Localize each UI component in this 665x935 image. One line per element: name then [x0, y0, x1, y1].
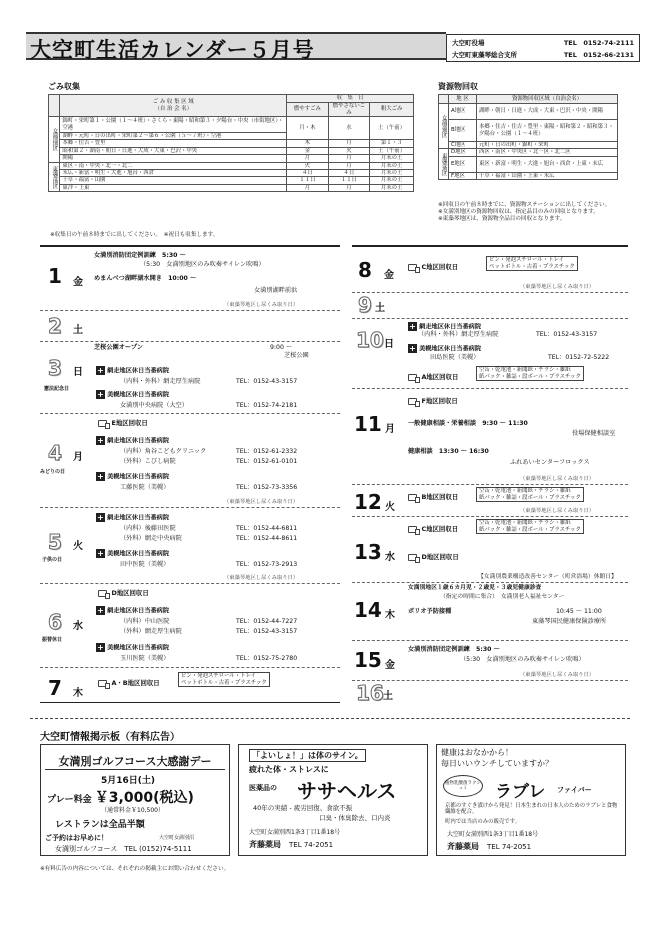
group-label: 女満別地区: [439, 104, 449, 149]
collect-day: [98, 418, 148, 427]
item-box: [486, 256, 578, 271]
hospital-tel: TEL：0152-72-5222: [548, 354, 610, 361]
contact-name: 大空町役場: [452, 39, 485, 47]
ad-price: ￥3,000(税込): [94, 790, 194, 806]
area-cell: A地区: [449, 104, 477, 120]
day-number: 15: [354, 648, 382, 672]
item-line: ペットボトル・古着・プラスチック: [181, 679, 267, 686]
ad-labre: [436, 744, 626, 856]
resource-table: [438, 94, 618, 180]
divider: [352, 516, 628, 517]
ad-brand: ラブレ: [495, 782, 546, 802]
item-line: 紙パック・雑誌・段ボール・プラスチック: [479, 494, 581, 501]
area-cell: 末広・新富・明生・大進・旭台・西倉: [60, 170, 287, 177]
collect-day: [408, 492, 458, 501]
event: めまんべつ湖畔湖水開き 10:00 ～: [94, 275, 197, 282]
event: 東藻琴国民健康保険診療所: [532, 618, 607, 625]
event: 女満別消防団定例訓練 5:30 ～: [94, 252, 186, 259]
hospital-title: 美幌地区休日当番病院: [419, 345, 482, 353]
area-cell: 湖畔・元町・日の出町・栄町第２～第６・公園（５～７班）・空港: [60, 133, 287, 140]
divider: [352, 318, 628, 319]
area-cell: C地区: [449, 142, 477, 149]
ad-reserve: ご予約はお早めに！: [45, 834, 108, 842]
event: ふれあいセンターフロックス: [510, 459, 590, 466]
board-footer: ※有料広告の内容については、それぞれの掲載主にお問い合わせください。: [40, 866, 230, 872]
divider: [40, 341, 340, 342]
hospital-label: [96, 366, 169, 376]
item-box: [476, 519, 584, 534]
event: （5:30 女満別地区のみ吹奏サイレン吹鳴）: [460, 656, 585, 663]
collect-area: C地区回収日: [421, 263, 459, 271]
hospital-title: 美幌地区休日当番病院: [107, 550, 170, 558]
hospital-tel: TEL：0152-61-2332: [236, 448, 298, 455]
item-line: 空缶・乾電池・新聞紙・チラシ・雑紙: [479, 488, 571, 494]
col-burn: 燃やすごみ: [287, 103, 329, 117]
collect-day: [408, 262, 458, 271]
hospital-icon: +: [409, 344, 416, 353]
large-cell: 土（午前）: [370, 117, 414, 140]
area-cell: B地区: [449, 120, 477, 142]
nonburn-cell: 月: [328, 140, 370, 147]
nonburn-cell: １１日: [328, 177, 370, 184]
hospital-tel: TEL：0152-74-2181: [236, 402, 298, 409]
day-number: 16: [356, 681, 384, 705]
collect-tag: （東藻琴地区し尿くみ取り日）: [520, 284, 595, 290]
nonburn-cell: 月: [328, 155, 370, 162]
holiday-label: 子供の日: [42, 557, 63, 563]
day-number: 8: [358, 258, 372, 282]
large-cell: 月末の土: [370, 170, 414, 177]
event: 芝桜公園: [284, 352, 309, 359]
ad-brand-pre: 医薬品の: [249, 784, 277, 792]
day-weekday: 火: [73, 541, 83, 552]
day-weekday: 水: [385, 552, 395, 563]
hospital-tel: TEL：0152-43-3157: [236, 628, 298, 635]
ad-price-label: プレー料金: [47, 795, 92, 805]
hospital-dept: （内科）角谷こどもクリニック: [120, 448, 207, 455]
hospital-icon: +: [97, 472, 104, 481]
burn-cell: 月・木: [287, 117, 329, 140]
collect-area: D地区回収日: [421, 553, 459, 561]
truck-icon: [408, 494, 417, 501]
day-number: 1: [48, 264, 62, 288]
burn-cell: 火: [287, 162, 329, 169]
hospital-dept: （外科）こびし病院: [120, 458, 176, 465]
item-line: 紙パック・雑誌・段ボール・プラスチック: [479, 526, 581, 533]
desc-cell: 湖畔・朝日・日進・大成・大東・巴沢・中央・開陽: [477, 104, 618, 120]
day-weekday: 水: [73, 621, 83, 632]
collect-day: [98, 678, 160, 687]
hospital-tel: TEL：0152-44-6811: [236, 525, 298, 532]
holiday-label: みどりの日: [40, 469, 66, 475]
collect-tag: （東藻琴地区し尿くみ取り日）: [224, 575, 299, 581]
col-desc: 資源物回収区域（自治会名）: [477, 95, 618, 104]
area-cell: 本郷・住吉・豊里: [60, 140, 287, 147]
day-weekday: 土: [383, 691, 393, 702]
day-weekday: 木: [73, 688, 83, 699]
ad-tel: TEL 74-2051: [487, 843, 532, 851]
day-weekday: 金: [73, 277, 83, 288]
area-cell: E地区: [449, 156, 477, 172]
hospital-tel: TEL：0152-44-8611: [236, 535, 298, 542]
ad-brand: ササヘルス: [297, 779, 397, 803]
burn-cell: 木: [287, 140, 329, 147]
collect-day: [408, 396, 458, 405]
contact-name: 大空町東藻琴総合支所: [452, 51, 517, 59]
ad-restaurant: レストランは全品半額: [55, 820, 145, 830]
col-large: 粗大ごみ: [370, 103, 414, 117]
hospital-dept: 玉川医院（美幌）: [120, 655, 170, 662]
day-number: 3: [48, 356, 62, 380]
hospital-dept: （外科）網走中央病院: [120, 535, 182, 542]
day-number: 7: [48, 676, 62, 700]
hospital-icon: +: [97, 643, 104, 652]
day-weekday: 火: [385, 502, 395, 513]
divider: [40, 702, 340, 703]
truck-icon: [408, 554, 417, 561]
large-cell: 月末の土: [370, 155, 414, 162]
divider: [352, 484, 628, 485]
hospital-title: 網走地区休日当番病院: [107, 607, 170, 615]
ad-desc: 40年の実績 - 疲労回復、食欲不振: [253, 804, 353, 812]
divider: [40, 667, 340, 668]
ad-brand2: ファイバー: [557, 786, 592, 794]
area-cell: 東洋・上東: [60, 184, 287, 191]
area-cell: 千草・福富・山園: [60, 177, 287, 184]
day-weekday: 土: [375, 303, 385, 314]
ad-title: 女満別ゴルフコース大感謝デー: [45, 753, 225, 770]
day-number: 14: [354, 598, 382, 622]
ad-desc: 京都のすぐき漬けから発見！日本生まれの日本人のためのラブレと食物繊維を配合。: [445, 803, 618, 816]
col-area-sub: （自 治 会 名）: [154, 105, 192, 112]
item-line: 空缶・乾電池・新聞紙・チラシ・雑紙: [479, 520, 571, 526]
day-weekday: 日: [73, 367, 83, 378]
day-weekday: 金: [385, 660, 395, 671]
hospital-dept: 田中医院（美幌）: [120, 561, 170, 568]
hospital-icon: +: [97, 390, 104, 399]
burn-cell: 月: [287, 155, 329, 162]
event: 芝桜公園オープン: [94, 344, 143, 351]
ad-q: 健康はおなかから！: [441, 748, 513, 757]
resource-note: ※女満別地区の資源物回収は、指定品目のみの回収となります。: [438, 209, 599, 215]
garbage-note: ※収集日の午前８時までに出してください。 ※祝日も収集します。: [50, 232, 219, 238]
closed-notice: 【女満別農業構造改善センター（町営浴場）休館日】: [478, 574, 617, 580]
divider: [40, 583, 340, 584]
hospital-icon: +: [97, 549, 104, 558]
item-line: 空缶・乾電池・新聞紙・チラシ・雑紙: [479, 367, 571, 373]
group-label: 東藻琴地区: [439, 149, 449, 180]
col-area: ご み 収 集 区 域: [152, 99, 194, 106]
large-cell: 月末の土: [370, 162, 414, 169]
event: 一般健康相談・栄養相談 9:30 ～ 11:30: [408, 420, 528, 427]
hospital-dept: 田島医院（美幌）: [430, 354, 480, 361]
day-number: 2: [48, 314, 62, 338]
divider: [30, 718, 630, 719]
hospital-title: 美幌地区休日当番病院: [107, 391, 170, 399]
ad-addr: 大空町女満別西1条3丁目1番18号: [447, 831, 539, 838]
hospital-tel: TEL：0152-61-0101: [236, 458, 298, 465]
collect-day: [408, 524, 458, 533]
ad-addr: 大空町女満別西1条3丁目1番18号: [249, 829, 341, 836]
hospital-title: 網走地区休日当番病院: [107, 437, 170, 445]
ad-badge: 植物乳酸菌ラクシュミ: [443, 775, 483, 797]
day-number: 9: [358, 293, 372, 317]
hospital-dept: （内科）後藤田医院: [120, 525, 176, 532]
hospital-title: 美幌地区休日当番病院: [107, 473, 170, 481]
event: 女満別消防団定例訓練 5:30 ～: [408, 646, 500, 653]
ad-regular: （通常料金￥10,500）: [101, 807, 164, 814]
contact-box: [446, 34, 640, 62]
collect-area: B地区回収日: [421, 493, 459, 501]
event: 女満別湖畔前浜: [254, 287, 298, 294]
burn-cell: ４日: [287, 170, 329, 177]
nonburn-cell: 火: [328, 147, 370, 154]
divider: [40, 413, 340, 414]
item-box: [476, 487, 584, 502]
collect-area: D地区回収日: [111, 589, 149, 597]
day-number: 12: [354, 490, 382, 514]
day-weekday: 日: [384, 339, 394, 350]
area-cell: 東区・南・中央・北一・北二: [60, 162, 287, 169]
nonburn-cell: ４日: [328, 170, 370, 177]
hospital-tel: TEL：0152-43-3157: [536, 331, 598, 338]
nonburn-cell: 水: [328, 117, 370, 140]
divider: [352, 292, 628, 293]
event: 役場保健相談室: [572, 430, 616, 437]
hospital-title: 網走地区休日当番病院: [107, 514, 170, 522]
collect-day: [98, 588, 149, 597]
day-weekday: 土: [73, 325, 83, 336]
hospital-label: [96, 513, 169, 523]
day-weekday: 金: [384, 270, 394, 281]
contact-tel: TEL 0152-66-2131: [563, 51, 634, 59]
collect-day: [408, 552, 459, 561]
day-number: 13: [354, 540, 382, 564]
col-area: 地 区: [449, 95, 477, 104]
event: 10:45 ～ 11:00: [556, 608, 602, 615]
area-cell: 開陽: [60, 155, 287, 162]
hospital-label: [96, 390, 169, 400]
hospital-dept: （外科）網走厚生病院: [120, 628, 182, 635]
col-nonburn: 燃やさないごみ: [328, 103, 370, 117]
hospital-tel: TEL：0152-43-3157: [236, 378, 298, 385]
hospital-icon: +: [97, 366, 104, 375]
collect-area: F地区回収日: [421, 397, 458, 405]
day-number: 4: [48, 441, 62, 465]
hospital-tel: TEL：0152-73-2913: [236, 561, 298, 568]
area-cell: 昭和第２・湖南・朝日・日進・大成・大東・巴沢・中央: [60, 147, 287, 154]
event: 9:00 ～: [270, 344, 293, 351]
group-label: 女満別地区: [49, 117, 60, 163]
group-label: 東藻琴地区: [49, 162, 60, 192]
hospital-title: 美幌地区休日当番病院: [107, 644, 170, 652]
divider: [352, 582, 628, 583]
hospital-tel: TEL：0152-75-2780: [236, 655, 298, 662]
divider: [352, 388, 628, 389]
hospital-icon: +: [97, 606, 104, 615]
ad-tel: TEL (0152)74-5111: [124, 845, 192, 853]
board-heading: 大空町情報掲示板（有料広告）: [40, 732, 180, 743]
collect-day: [408, 372, 458, 381]
truck-icon: [98, 680, 107, 687]
day-number: 5: [48, 530, 62, 554]
hospital-title: 網走地区休日当番病院: [107, 367, 170, 375]
collect-area: A地区回収日: [421, 373, 459, 381]
day-weekday: 月: [73, 452, 83, 463]
ad-shop: 斉藤薬局: [249, 840, 281, 849]
item-line: ペットボトル・古着・プラスチック: [489, 263, 575, 270]
collect-tag: （東藻琴地区し尿くみ取り日）: [520, 476, 595, 482]
desc-cell: 元町・日の出町・錦町・栄町: [477, 142, 618, 149]
divider: [40, 310, 340, 311]
nonburn-cell: 月: [328, 162, 370, 169]
ad-sub: 疲れた体・ストレスに: [249, 765, 329, 774]
item-line: ビン・発泡スチロール・トレイ: [489, 257, 564, 263]
event: 健康相談 13:30 ～ 16:30: [408, 448, 489, 455]
resource-note: ※回収日の午前８時までに、資源物ステーションに出してください。: [438, 202, 611, 208]
item-line: 紙パック・雑誌・段ボール・プラスチック: [479, 373, 581, 380]
item-line: ビン・発泡スチロール・トレイ: [181, 673, 256, 679]
desc-cell: 千草・福富・山園・上東・末広: [477, 172, 618, 179]
divider: [352, 245, 628, 247]
hospital-dept: 女満別中央病院（大空）: [120, 402, 189, 409]
ad-sasahealth: [238, 744, 428, 856]
area-cell: D地区: [449, 149, 477, 156]
desc-cell: 西区・南区・中央区・北一区・北二区: [477, 149, 618, 156]
event: 女満別地区１歳６カ月児・２歳児・３歳児健康診査: [408, 585, 542, 591]
burn-cell: １１日: [287, 177, 329, 184]
large-cell: 月末の土: [370, 177, 414, 184]
truck-icon: [408, 374, 417, 381]
burn-cell: 月: [287, 184, 329, 191]
divider: [40, 245, 340, 247]
hospital-label: [96, 549, 169, 559]
collect-area: E地区回収日: [111, 419, 148, 427]
hospital-dept: （内科・外科）網走厚生病院: [418, 331, 499, 338]
ad-golf: [40, 744, 230, 856]
hospital-label: [96, 472, 169, 482]
ad-shop: 斉藤薬局: [447, 842, 479, 851]
holiday-label: 振替休日: [42, 637, 63, 643]
collect-tag: （東藻琴地区し尿くみ取り日）: [520, 508, 595, 514]
truck-icon: [408, 398, 417, 405]
garbage-heading: ごみ収集: [48, 82, 80, 91]
ad-catch: 「よいしょ！」は体のサイン。: [249, 749, 366, 762]
hospital-label: [408, 344, 481, 354]
hospital-dept: （内科）中山医院: [120, 618, 170, 625]
resource-notes: [438, 202, 628, 223]
large-cell: 第１・３: [370, 140, 414, 147]
hospital-tel: TEL：0152-44-7227: [236, 618, 298, 625]
event: ポリオ予防接種: [408, 608, 452, 615]
divider: [352, 640, 628, 641]
holiday-label: 憲法記念日: [44, 386, 70, 392]
contact-tel: TEL 0152-74-2111: [563, 39, 634, 47]
hospital-icon: +: [97, 513, 104, 522]
day-number: 6: [48, 610, 62, 634]
truck-icon: [98, 420, 107, 427]
large-cell: 土（午前）: [370, 147, 414, 154]
ad-name: 女満別ゴルフコース: [55, 845, 118, 853]
day-number: 11: [354, 412, 382, 436]
day-weekday: 木: [385, 610, 395, 621]
day-number: 10: [356, 328, 384, 352]
ad-date: 5月16日(土): [101, 776, 156, 786]
hospital-icon: +: [409, 322, 416, 331]
resource-note: ※東藻琴地区は、資源物全品目の回収となります。: [438, 216, 566, 222]
hospital-label: [96, 606, 169, 616]
hospital-label: [96, 643, 169, 653]
hospital-dept: （内科・外科）網走厚生病院: [120, 378, 201, 385]
nonburn-cell: 月: [328, 184, 370, 191]
page-title: 大空町生活カレンダー５月号: [30, 38, 315, 62]
event: （指定の時間に集合） 女満別老人福祉センター: [440, 594, 565, 600]
divider: [40, 507, 340, 508]
truck-icon: [408, 264, 417, 271]
hospital-dept: 工藤医院（美幌）: [120, 484, 170, 491]
day-weekday: 月: [385, 424, 395, 435]
hospital-tel: TEL：0152-73-3356: [236, 484, 298, 491]
ad-tel: TEL 74-2051: [289, 841, 334, 849]
event: （5:30 女満別地区のみ吹奏サイレン吹鳴）: [140, 261, 265, 268]
burn-cell: 金: [287, 147, 329, 154]
area-cell: 錦町・栄町第１・公園（１～４班）・さくら・東陽・昭和第３・夕陽台・中央（市街地区）・空港: [60, 117, 287, 133]
hospital-icon: +: [97, 436, 104, 445]
desc-cell: 東区・新富・明生・大進・旭台・西倉・上東・末広: [477, 156, 618, 172]
large-cell: 月末の土: [370, 184, 414, 191]
collect-area: C地区回収日: [421, 525, 459, 533]
col-days: 収 集 日: [287, 95, 414, 103]
collect-area: A・B地区回収日: [111, 679, 160, 687]
truck-icon: [98, 590, 107, 597]
item-box: [178, 672, 270, 687]
collect-tag: （東藻琴地区し尿くみ取り日）: [224, 302, 299, 308]
divider: [352, 680, 628, 681]
ad-q2: 毎日いいウンチしていますか？: [441, 759, 553, 768]
truck-icon: [408, 526, 417, 533]
collect-tag: （東藻琴地区し尿くみ取り日）: [224, 499, 299, 505]
area-cell: F地区: [449, 172, 477, 179]
desc-cell: 本郷・住吉・住吉・豊里・東陽・昭和第２・昭和第３・夕陽台・公園（１～４班）: [477, 120, 618, 142]
ad-owner: 大空町女満別沼: [159, 835, 195, 841]
ad-desc: 口臭・体臭除去、口内炎: [319, 814, 391, 822]
item-box: [476, 366, 584, 381]
garbage-table: [48, 94, 414, 192]
hospital-label: [96, 436, 169, 446]
resource-heading: 資源物回収: [438, 82, 478, 91]
hospital-title: 網走地区休日当番病院: [419, 323, 482, 331]
collect-tag: （東藻琴地区し尿くみ取り日）: [520, 672, 595, 678]
ad-desc: 町内では当店のみの販売です。: [445, 819, 521, 825]
